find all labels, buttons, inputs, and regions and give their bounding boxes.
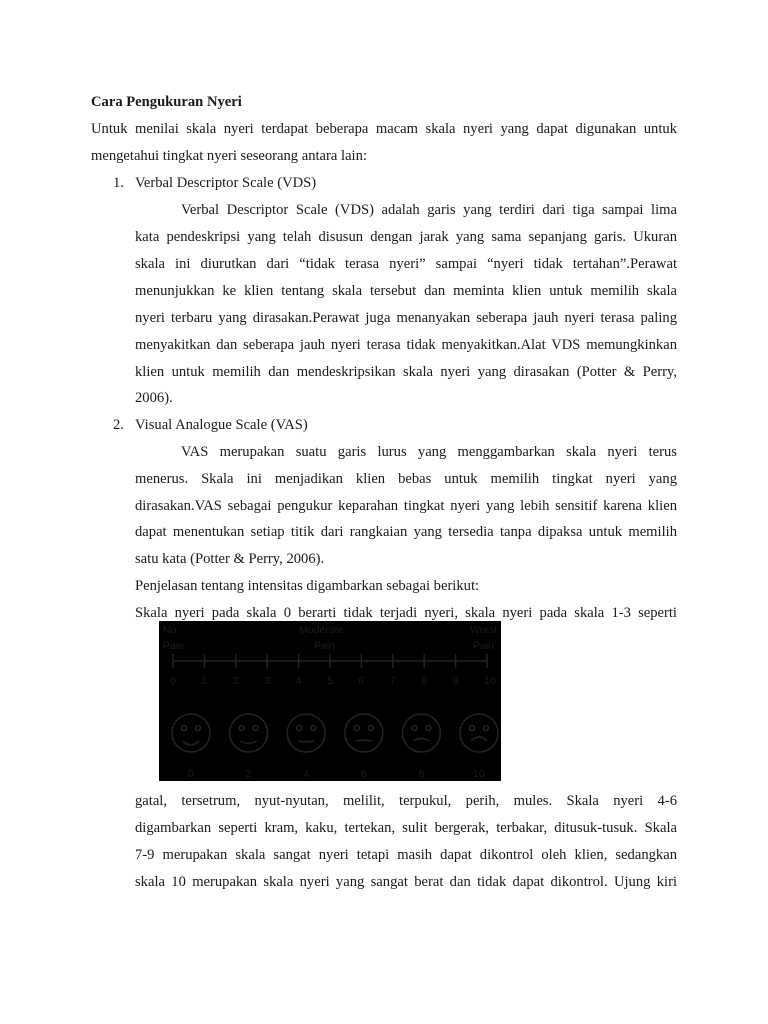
paragraph-line: satu kata (Potter & Perry, 2006). <box>135 551 325 567</box>
scale-number: 3 <box>264 675 271 687</box>
scale-number: 7 <box>389 675 396 687</box>
scale-number: 2 <box>232 675 239 687</box>
paragraph-line: Penjelasan tentang intensitas digambarkan sebagai berikut: <box>135 578 480 594</box>
paragraph-line: nyeri terbaru yang dirasakan.Perawat juga menanyakan seberapa jauh nyeri terasa paling <box>135 310 677 326</box>
scale-number: 10 <box>484 675 496 687</box>
face-number: 4 <box>303 768 310 780</box>
pain-face-icon <box>460 714 498 752</box>
scale-label-moderate: Moderate <box>299 624 344 636</box>
face-number: 6 <box>360 768 367 780</box>
scale-number: 6 <box>358 675 365 687</box>
paragraph-line: menyakitkan dan seberapa jauh nyeri terasa tidak menyakitkan.Alat VDS memungkinkan <box>135 337 677 353</box>
section-title: Visual Analogue Scale (VAS) <box>135 417 308 433</box>
pain-face-icon <box>402 714 440 752</box>
scale-number: 0 <box>170 675 176 687</box>
scale-label-pain: Pain <box>314 640 336 652</box>
intro-line: Untuk menilai skala nyeri terdapat beberapa macam skala nyeri yang dapat digunakan untuk <box>91 121 677 137</box>
paragraph-line: menerus. Skala ini menjadikan klien bebas untuk memilih tingkat nyeri yang <box>135 471 677 487</box>
scale-label-worst: Worst <box>470 624 498 636</box>
intro-line: mengetahui tingkat nyeri seseorang antara lain: <box>91 148 367 164</box>
paragraph-line: digambarkan seperti kram, kaku, tertekan, sulit bergerak, terbakar, ditusuk-tusuk. Skala <box>135 820 677 836</box>
pain-face-icon <box>172 714 210 752</box>
scale-number: 4 <box>295 675 302 687</box>
paragraph-line: dirasakan.VAS sebagai pengukur keparahan tingkat nyeri yang lebih sensitif karena klien <box>135 498 677 514</box>
section-title: Verbal Descriptor Scale (VDS) <box>135 175 317 191</box>
scale-number: 1 <box>201 675 208 687</box>
document-heading: Cara Pengukuran Nyeri <box>91 94 242 110</box>
face-number: 8 <box>418 768 425 780</box>
paragraph-line: menunjukkan ke klien tentang skala tersebut dan meminta klien untuk memilih skala <box>135 283 677 299</box>
scale-label-pain: Pain <box>473 640 495 652</box>
pain-face-icon <box>287 714 325 752</box>
paragraph-line: VAS merupakan suatu garis lurus yang menggambarkan skala nyeri terus <box>181 444 677 460</box>
pain-face-icon <box>230 714 268 752</box>
scale-label-no: No <box>163 624 177 636</box>
paragraph-line: 7-9 merupakan skala sangat nyeri tetapi masih dapat dikontrol oleh klien, sedangkan <box>135 847 677 863</box>
pain-scale-image <box>159 621 501 781</box>
face-number: 10 <box>473 768 485 780</box>
scale-axis-line <box>173 654 487 668</box>
face-number: 0 <box>188 768 194 780</box>
scale-number: 8 <box>421 675 428 687</box>
scale-label-pain: Pain <box>163 640 185 652</box>
scale-number: 9 <box>452 675 459 687</box>
paragraph-line: Skala nyeri pada skala 0 berarti tidak terjadi nyeri, skala nyeri pada skala 1-3 seperti <box>135 605 677 621</box>
list-number: 2. <box>113 417 124 433</box>
paragraph-line: kata pendeskripsi yang telah disusun dengan jarak yang sama sepanjang garis. Ukuran <box>135 229 677 245</box>
scale-number: 5 <box>327 675 333 687</box>
paragraph-line: gatal, tersetrum, nyut-nyutan, melilit, terpukul, perih, mules. Skala nyeri 4-6 <box>135 793 677 809</box>
paragraph-line: dapat menentukan setiap titik dari rangkaian yang tersedia tanpa dipaksa untuk memilih <box>135 524 677 540</box>
list-number: 1. <box>113 175 124 191</box>
paragraph-line: 2006). <box>135 390 173 406</box>
face-number: 2 <box>245 768 252 780</box>
paragraph-line: Verbal Descriptor Scale (VDS) adalah garis yang terdiri dari tiga sampai lima <box>181 202 677 218</box>
paragraph-line: skala 10 merupakan skala nyeri yang sangat berat dan tidak dapat dikontrol. Ujung kiri <box>135 874 677 890</box>
paragraph-line: skala ini diurutkan dari “tidak terasa nyeri” sampai “nyeri tidak tertahan”.Perawat <box>135 256 677 272</box>
paragraph-line: klien untuk memilih dan mendeskripsikan skala nyeri yang dirasakan (Potter & Perry, <box>135 364 677 380</box>
pain-face-icon <box>345 714 383 752</box>
